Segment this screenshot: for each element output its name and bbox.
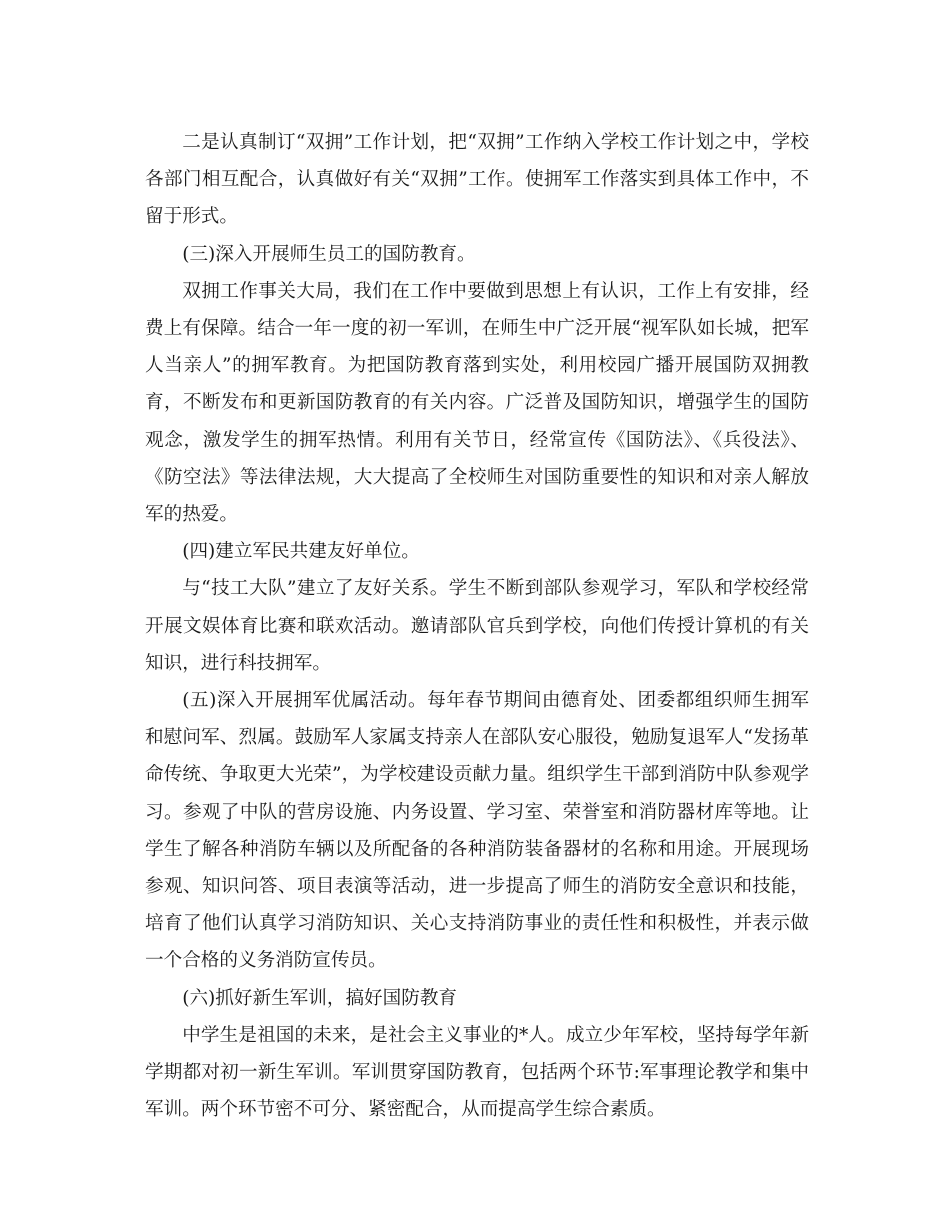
paragraph-support-activities: (五)深入开展拥军优属活动。每年春节期间由德育处、团委都组织师生拥军和慰问军、烈属。鼓励军人家属支持亲人在部队安心服役，勉励复退军人“发扬革命传统、争取更大光荣”，为学校建设贡献力量。组织学生干部到消防中队参观学习。参观了中队的营房设施、内务设置、学习室、荣誉室和消防器材库等地。让学生了解各种消防车辆以及所配备的各种消防装备器材的名称和用途。开展现场参观、知识问答、项目表演等活动，进一步提高了师生的消防安全意识和技能，培育了他们认真学习消防知识、关心支持消防事业的责任性和积极性，并表示做一个合格的义务消防宣传员。 xyxy=(145,690,809,972)
paragraph-military-training: 中学生是祖国的未来，是社会主义事业的*人。成立少年军校，坚持每学年新学期都对初一新生军训。军训贯穿国防教育，包括两个环节:军事理论教学和集中军训。两个环节密不可分、紧密配合，从而提高学生综合素质。 xyxy=(145,1024,809,1121)
section-heading-3: (三)深入开展师生员工的国防教育。 xyxy=(182,243,476,265)
section-heading-6: (六)抓好新生军训，搞好国防教育 xyxy=(182,987,458,1009)
paragraph-defense-education: 双拥工作事关大局，我们在工作中要做到思想上有认识，工作上有安排，经费上有保障。结合一年一度的初一军训，在师生中广泛开展“视军队如长城，把军人当亲人”的拥军教育。为把国防教育落到实处，利用校园广播开展国防双拥教育，不断发布和更新国防教育的有关内容。广泛普及国防知识，增强学生的国防观念，激发学生的拥军热情。利用有关节日，经常宣传《国防法》、《兵役法》、《防空法》等法律法规，大大提高了全校师生对国防重要性的知识和对亲人解放军的热爱。 xyxy=(145,280,809,526)
paragraph-friendly-units: 与“技工大队”建立了友好关系。学生不断到部队参观学习，军队和学校经常开展文娱体育比赛和联欢活动。邀请部队官兵到学校，向他们传授计算机的有关知识，进行科技拥军。 xyxy=(145,578,809,674)
section-heading-4: (四)建立军民共建友好单位。 xyxy=(182,541,420,563)
paragraph-plan: 二是认真制订“双拥”工作计划，把“双拥”工作纳入学校工作计划之中，学校各部门相互配合，认真做好有关“双拥”工作。使拥军工作落实到具体工作中，不留于形式。 xyxy=(145,132,809,228)
document-body xyxy=(145,124,809,1128)
